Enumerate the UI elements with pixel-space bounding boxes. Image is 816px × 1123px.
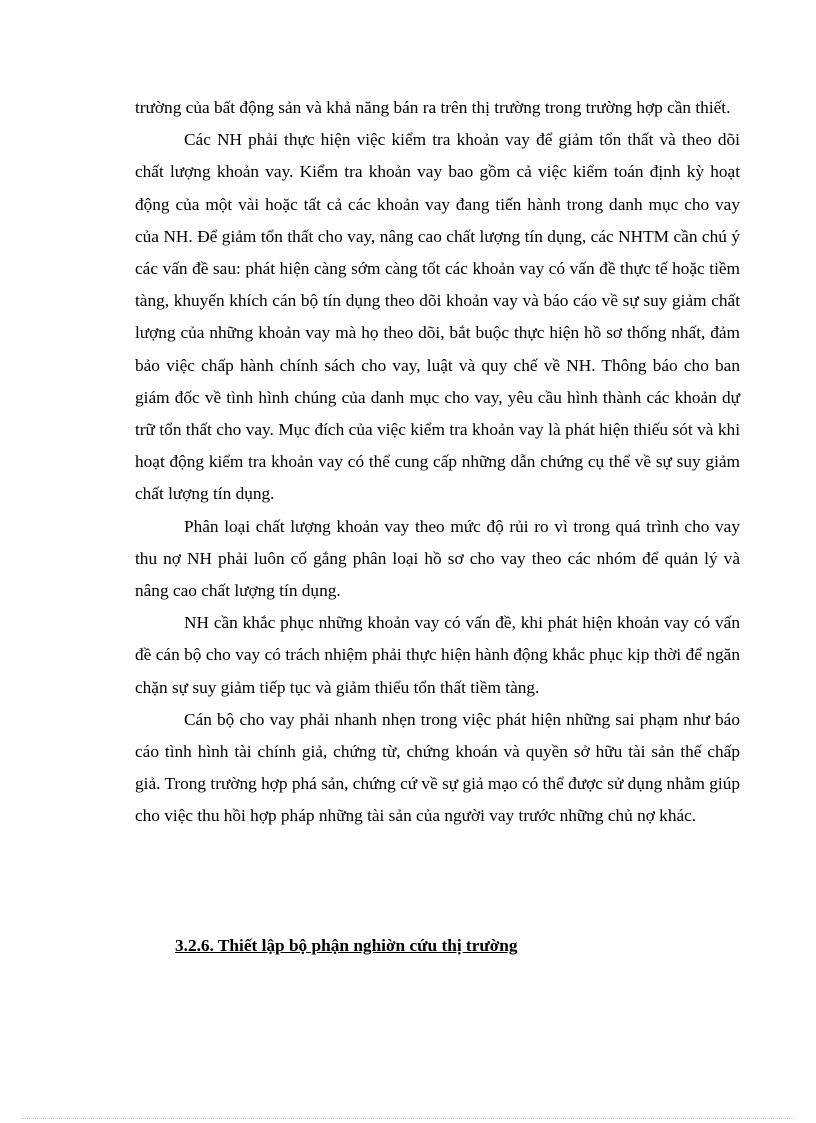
paragraph-continuation: trường của bất động sản và khả năng bán ra trên thị trường trong trường hợp cần thiết. <box>135 98 731 117</box>
page-bottom-divider <box>22 1118 794 1119</box>
paragraph-loan-classification: Phân loại chất lượng khoản vay theo mức độ rủi ro vì trong quá trình cho vay thu nợ NH phải luôn cố gắng phân loại hồ sơ cho vay theo các nhóm để quản lý và nâng cao chất lượng tín dụng. <box>135 516 740 601</box>
paragraph-fraud-detection: Cán bộ cho vay phải nhanh nhẹn trong việc phát hiện những sai phạm như báo cáo tình hình tài chính giả, chứng từ, chứng khoán và quyền sở hữu tài sản thế chấp giả. Trong trường hợp phá sản, chứng cứ về sự giả mạo có thể được sử dụng nhằm giúp cho việc thu hồi hợp pháp những tài sản của người vay trước những chủ nợ khác. <box>135 709 740 826</box>
paragraph-loan-review: Các NH phải thực hiện việc kiểm tra khoản vay để giảm tổn thất và theo dõi chất lượng khoản vay. Kiểm tra khoản vay bao gồm cả việc kiểm toán định kỳ hoạt động của một vài hoặc tất cả các khoản vay đang tiến hành trong danh mục cho vay của NH. Để giảm tổn thất cho vay, nâng cao chất lượng tín dụng, các NHTM cần chú ý các vấn đề sau: phát hiện càng sớm càng tốt các khoản vay có vấn đề thực tế hoặc tiềm tàng, khuyến khích cán bộ tín dụng theo dõi khoản vay và báo cáo về sự suy giảm chất lượng của những khoản vay mà họ theo dõi, bắt buộc thực hiện hồ sơ thống nhất, đảm bảo việc chấp hành chính sách cho vay, luật và quy chế về NH. Thông báo cho ban giám đốc về tình hình chúng của danh mục cho vay, yêu cầu hình thành các khoản dự trữ tổn thất cho vay. Mục đích của việc kiểm tra khoản vay là phát hiện thiếu sót và khi hoạt động kiểm tra khoản vay có thể cung cấp những dẫn chứng cụ thể về sự suy giảm chất lượng tín dụng. <box>135 130 740 504</box>
body-text <box>135 92 740 833</box>
section-heading: 3.2.6. Thiết lập bộ phận nghiờn cứu thị trường <box>175 936 518 955</box>
paragraph-problem-loans: NH cần khắc phục những khoản vay có vấn đề, khi phát hiện khoản vay có vấn đề cán bộ cho vay có trách nhiệm phải thực hiện hành động khắc phục kịp thời để ngăn chặn sự suy giảm tiếp tục và giảm thiểu tổn thất tiềm tàng. <box>135 613 740 697</box>
